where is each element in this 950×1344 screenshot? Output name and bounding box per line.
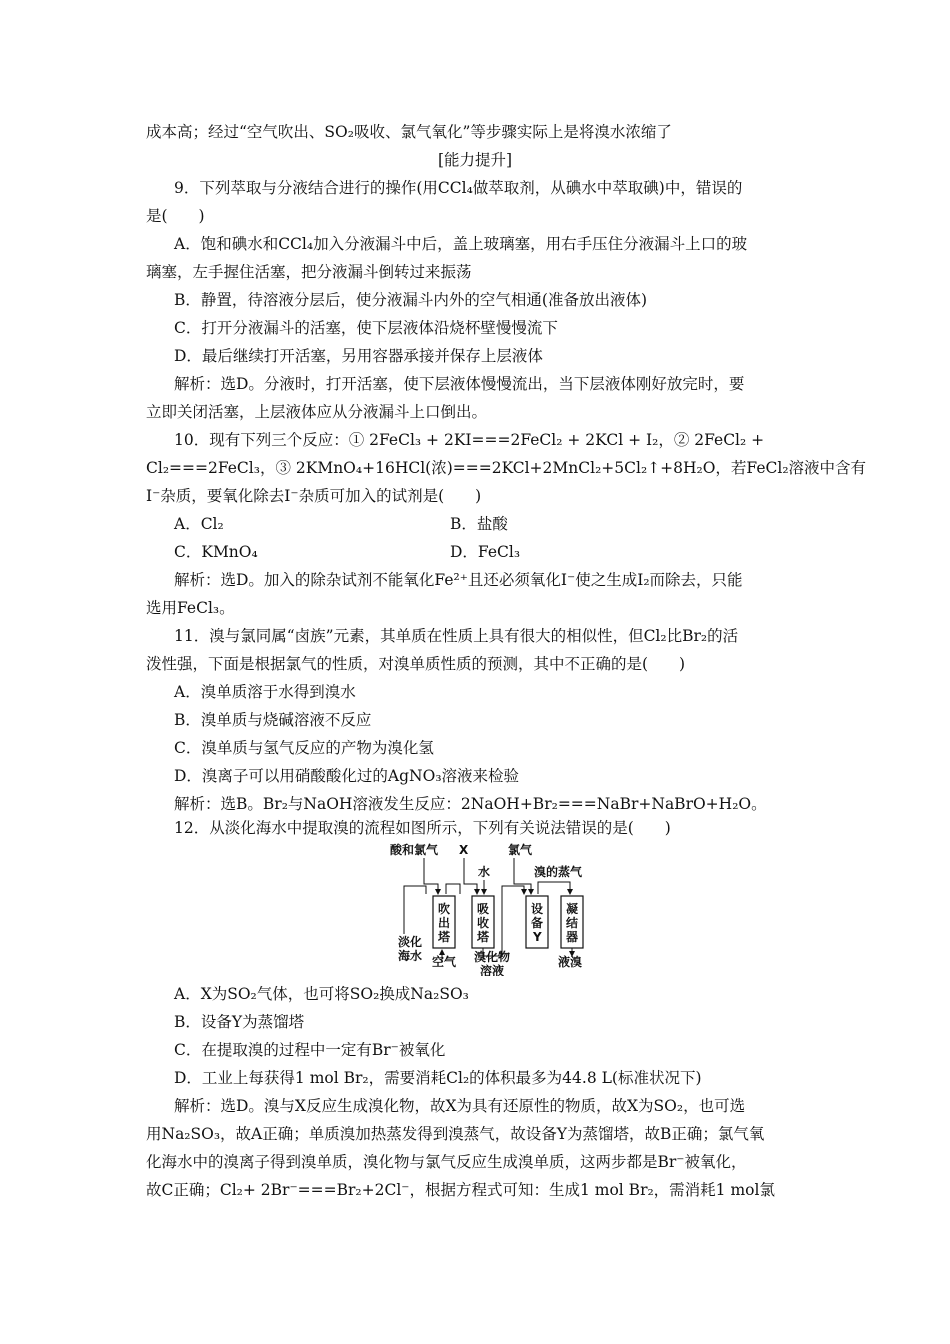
tower2-char1: 吸	[477, 902, 490, 916]
label-seawater-2: 海水	[398, 949, 423, 963]
intro-text: 成本高；经过“空气吹出、SO₂吸收、氯气氧化”等步骤实际上是将溴水浓缩了	[146, 123, 672, 141]
device-char3: Y	[533, 930, 542, 944]
q10-stem-cont: Cl₂===2FeCl₃，③ 2KMnO₄+16HCl(浓)===2KCl+2MnCl₂+5Cl₂↑+8H₂O，若FeCl₂溶液中含有	[146, 459, 867, 477]
q12-option-b: B．设备Y为蒸馏塔	[174, 1013, 305, 1031]
q9-stem-cont: 是( )	[146, 207, 205, 225]
q9-stem: 9．下列萃取与分液结合进行的操作(用CCl₄做萃取剂，从碘水中萃取碘)中，错误的	[174, 179, 743, 197]
q12-answer-cont2: 化海水中的溴离子得到溴单质，溴化物与氯气反应生成溴单质，这两步都是Br⁻被氧化，	[146, 1153, 747, 1171]
q9-answer-cont: 立即关闭活塞，上层液体应从分液漏斗上口倒出。	[146, 403, 488, 421]
bromine-extraction-flow-diagram	[386, 838, 596, 976]
q12-option-a: A．X为SO₂气体，也可将SO₂换成Na₂SO₃	[174, 985, 469, 1003]
label-air: 空气	[432, 955, 457, 969]
q9-option-d: D．最后继续打开活塞，另用容器承接并保存上层液体	[174, 347, 543, 365]
q11-stem: 11．溴与氯同属“卤族”元素，其单质在性质上具有很大的相似性，但Cl₂比Br₂的活	[174, 627, 739, 645]
q12-option-c: C．在提取溴的过程中一定有Br⁻被氧化	[174, 1041, 446, 1059]
tower1-char2: 出	[438, 916, 451, 930]
q12-answer: 解析：选D。溴与X反应生成溴化物，故X为具有还原性的物质，故X为SO₂，也可选	[174, 1097, 746, 1115]
label-x: X	[459, 843, 469, 857]
q9-option-a-cont: 璃塞，左手握住活塞，把分液漏斗倒转过来振荡	[146, 263, 472, 281]
q10-stem: 10．现有下列三个反应：① 2FeCl₃ + 2KI===2FeCl₂ + 2KCl + I₂，② 2FeCl₂ +	[174, 431, 765, 449]
label-bromide-2: 溶液	[480, 964, 505, 976]
q12-stem: 12．从淡化海水中提取溴的流程如图所示，下列有关说法错误的是( )	[174, 819, 671, 837]
q11-option-c: C．溴单质与氢气反应的产物为溴化氢	[174, 739, 434, 757]
tower2-char2: 收	[477, 916, 490, 930]
q10-stem-cont2: I⁻杂质，要氧化除去I⁻杂质可加入的试剂是( )	[146, 487, 482, 505]
q12-option-d: D．工业上每获得1 mol Br₂，需要消耗Cl₂的体积最多为44.8 L(标准状况下)	[174, 1069, 702, 1087]
q11-option-a: A．溴单质溶于水得到溴水	[174, 683, 356, 701]
q11-stem-cont: 泼性强，下面是根据氯气的性质，对溴单质性质的预测，其中不正确的是( )	[146, 655, 686, 673]
device-char1: 设	[531, 902, 544, 916]
label-bromide-1: 溴化物	[474, 950, 511, 964]
q12-answer-cont3: 故C正确；Cl₂+ 2Br⁻===Br₂+2Cl⁻，根据方程式可知：生成1 mol Br₂，需消耗1 mol氯	[146, 1181, 775, 1199]
tower1-char1: 吹	[438, 902, 451, 916]
q9-option-c: C．打开分液漏斗的活塞，使下层液体沿烧杯壁慢慢流下	[174, 319, 558, 337]
tower2-char3: 塔	[477, 930, 490, 944]
q12-answer-cont1: 用Na₂SO₃，故A正确；单质溴加热蒸发得到溴蒸气，故设备Y为蒸馏塔，故B正确；氯气氧	[146, 1125, 765, 1143]
q10-option-b: B．盐酸	[450, 515, 508, 533]
device-char2: 备	[531, 916, 544, 930]
q11-option-d: D．溴离子可以用硝酸酸化过的AgNO₃溶液来检验	[174, 767, 520, 785]
tower1-char3: 塔	[438, 930, 451, 944]
label-bromine-vapor: 溴的蒸气	[534, 865, 583, 879]
label-water: 水	[478, 865, 491, 879]
condenser-char1: 凝	[566, 902, 579, 916]
q10-option-a: A．Cl₂	[174, 515, 224, 533]
q10-answer: 解析：选D。加入的除杂试剂不能氧化Fe²⁺且还必须氧化I⁻使之生成I₂而除去，只能	[174, 571, 743, 589]
q9-answer: 解析：选D。分液时，打开活塞，使下层液体慢慢流出，当下层液体刚好放完时，要	[174, 375, 745, 393]
label-seawater-1: 淡化	[398, 935, 423, 949]
q9-option-a: A．饱和碘水和CCl₄加入分液漏斗中后，盖上玻璃塞，用右手压住分液漏斗上口的玻	[174, 235, 748, 253]
q9-option-b: B．静置，待溶液分层后，使分液漏斗内外的空气相通(准备放出液体)	[174, 291, 647, 309]
q11-option-b: B．溴单质与烧碱溶液不反应	[174, 711, 372, 729]
condenser-char3: 器	[566, 930, 579, 944]
label-chlorine: 氯气	[508, 843, 533, 857]
q10-option-c: C．KMnO₄	[174, 543, 258, 561]
q11-answer: 解析：选B。Br₂与NaOH溶液发生反应：2NaOH+Br₂===NaBr+NaBrO+H₂O。	[174, 795, 767, 813]
q10-answer-cont: 选用FeCl₃。	[146, 599, 235, 617]
label-liquid-bromine: 液溴	[558, 955, 583, 969]
section-title: [能力提升]	[437, 151, 513, 169]
condenser-char2: 结	[566, 916, 579, 930]
label-acid-chlorine: 酸和氯气	[390, 843, 439, 857]
q10-option-d: D．FeCl₃	[450, 543, 521, 561]
